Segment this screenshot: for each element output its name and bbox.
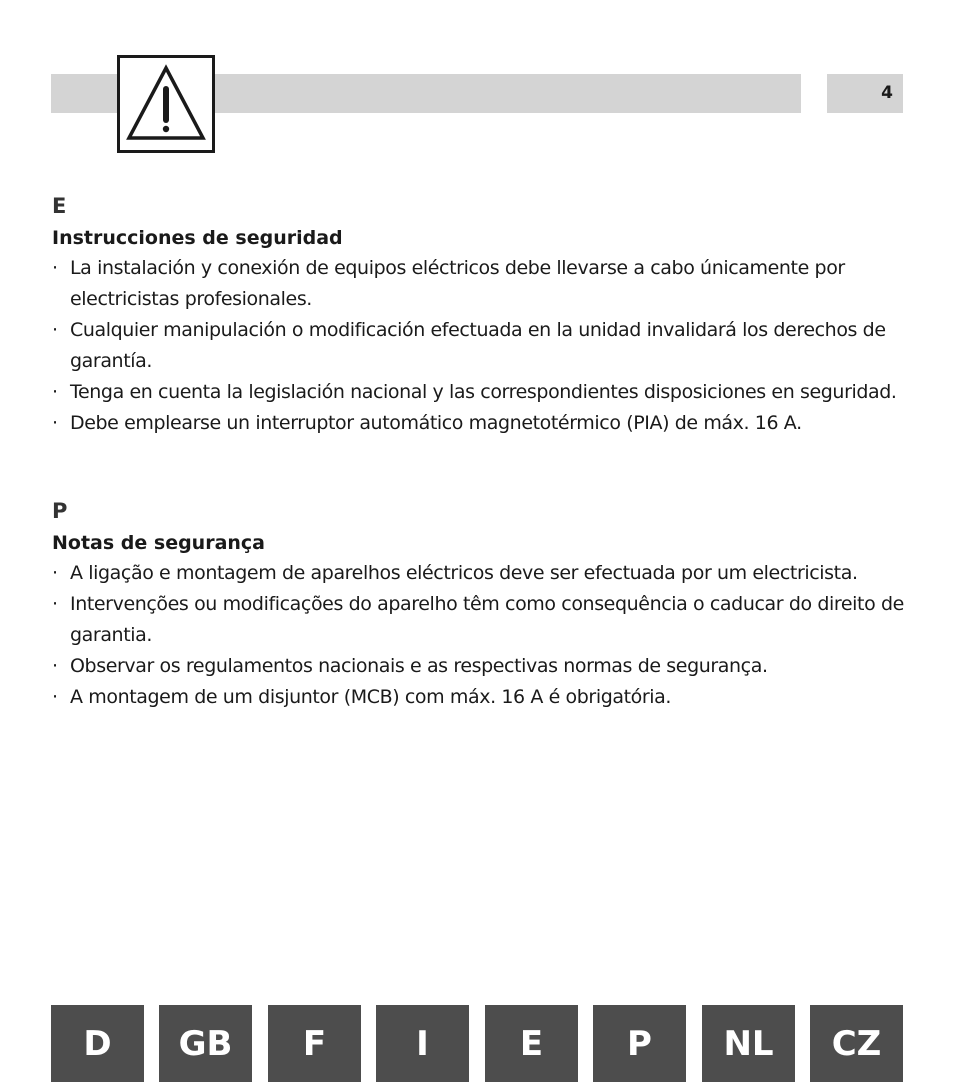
safety-instruction-list	[52, 253, 912, 439]
section-title: Notas de segurança	[52, 532, 266, 554]
tab-language-gb[interactable]: GB	[159, 1005, 252, 1082]
bullet-dot: ·	[52, 593, 58, 615]
list-item-text: Intervenções ou modificações do aparelho têm como consequência o caducar do direito de garantia.	[70, 593, 904, 646]
list-item-text: A ligação e montagem de aparelhos eléctricos deve ser efectuada por um electricista.	[70, 562, 858, 584]
section-language-code: E	[52, 194, 68, 218]
list-item	[52, 682, 912, 713]
bullet-dot: ·	[52, 655, 58, 677]
tab-language-nl[interactable]: NL	[702, 1005, 795, 1082]
section-language-code: P	[52, 499, 69, 523]
bullet-dot: ·	[52, 381, 58, 403]
list-item-text: Observar os regulamentos nacionais e as respectivas normas de segurança.	[70, 655, 768, 677]
section-portuguese	[52, 497, 912, 713]
bullet-dot: ·	[52, 257, 58, 279]
bullet-dot: ·	[52, 319, 58, 341]
page-number-box	[827, 74, 903, 113]
section-spanish	[52, 192, 912, 439]
tab-language-f[interactable]: F	[268, 1005, 361, 1082]
list-item-text: A montagem de um disjuntor (MCB) com máx. 16 A é obrigatória.	[70, 686, 672, 708]
tab-language-i[interactable]: I	[376, 1005, 469, 1082]
tab-language-cz[interactable]: CZ	[810, 1005, 903, 1082]
page-number: 4	[881, 83, 893, 103]
warning-triangle-icon	[117, 55, 215, 153]
bullet-dot: ·	[52, 562, 58, 584]
list-item	[52, 589, 912, 651]
list-item	[52, 315, 912, 377]
tab-language-d[interactable]: D	[51, 1005, 144, 1082]
safety-instruction-list	[52, 558, 912, 713]
section-title: Instrucciones de seguridad	[52, 227, 343, 249]
bullet-dot: ·	[52, 412, 58, 434]
list-item	[52, 253, 912, 315]
bullet-dot: ·	[52, 686, 58, 708]
list-item	[52, 408, 912, 439]
list-item	[52, 377, 912, 408]
list-item	[52, 558, 912, 589]
language-tabs	[51, 1005, 903, 1082]
list-item	[52, 651, 912, 682]
list-item-text: Tenga en cuenta la legislación nacional y las correspondientes disposiciones en seguridad.	[70, 381, 897, 403]
list-item-text: Cualquier manipulación o modificación efectuada en la unidad invalidará los derechos de garantía.	[70, 319, 886, 372]
list-item-text: Debe emplearse un interruptor automático magnetotérmico (PIA) de máx. 16 A.	[70, 412, 802, 434]
list-item-text: La instalación y conexión de equipos eléctricos debe llevarse a cabo únicamente por electricistas profesionales.	[70, 257, 845, 310]
tab-language-p[interactable]: P	[593, 1005, 686, 1082]
tab-language-e[interactable]: E	[485, 1005, 578, 1082]
